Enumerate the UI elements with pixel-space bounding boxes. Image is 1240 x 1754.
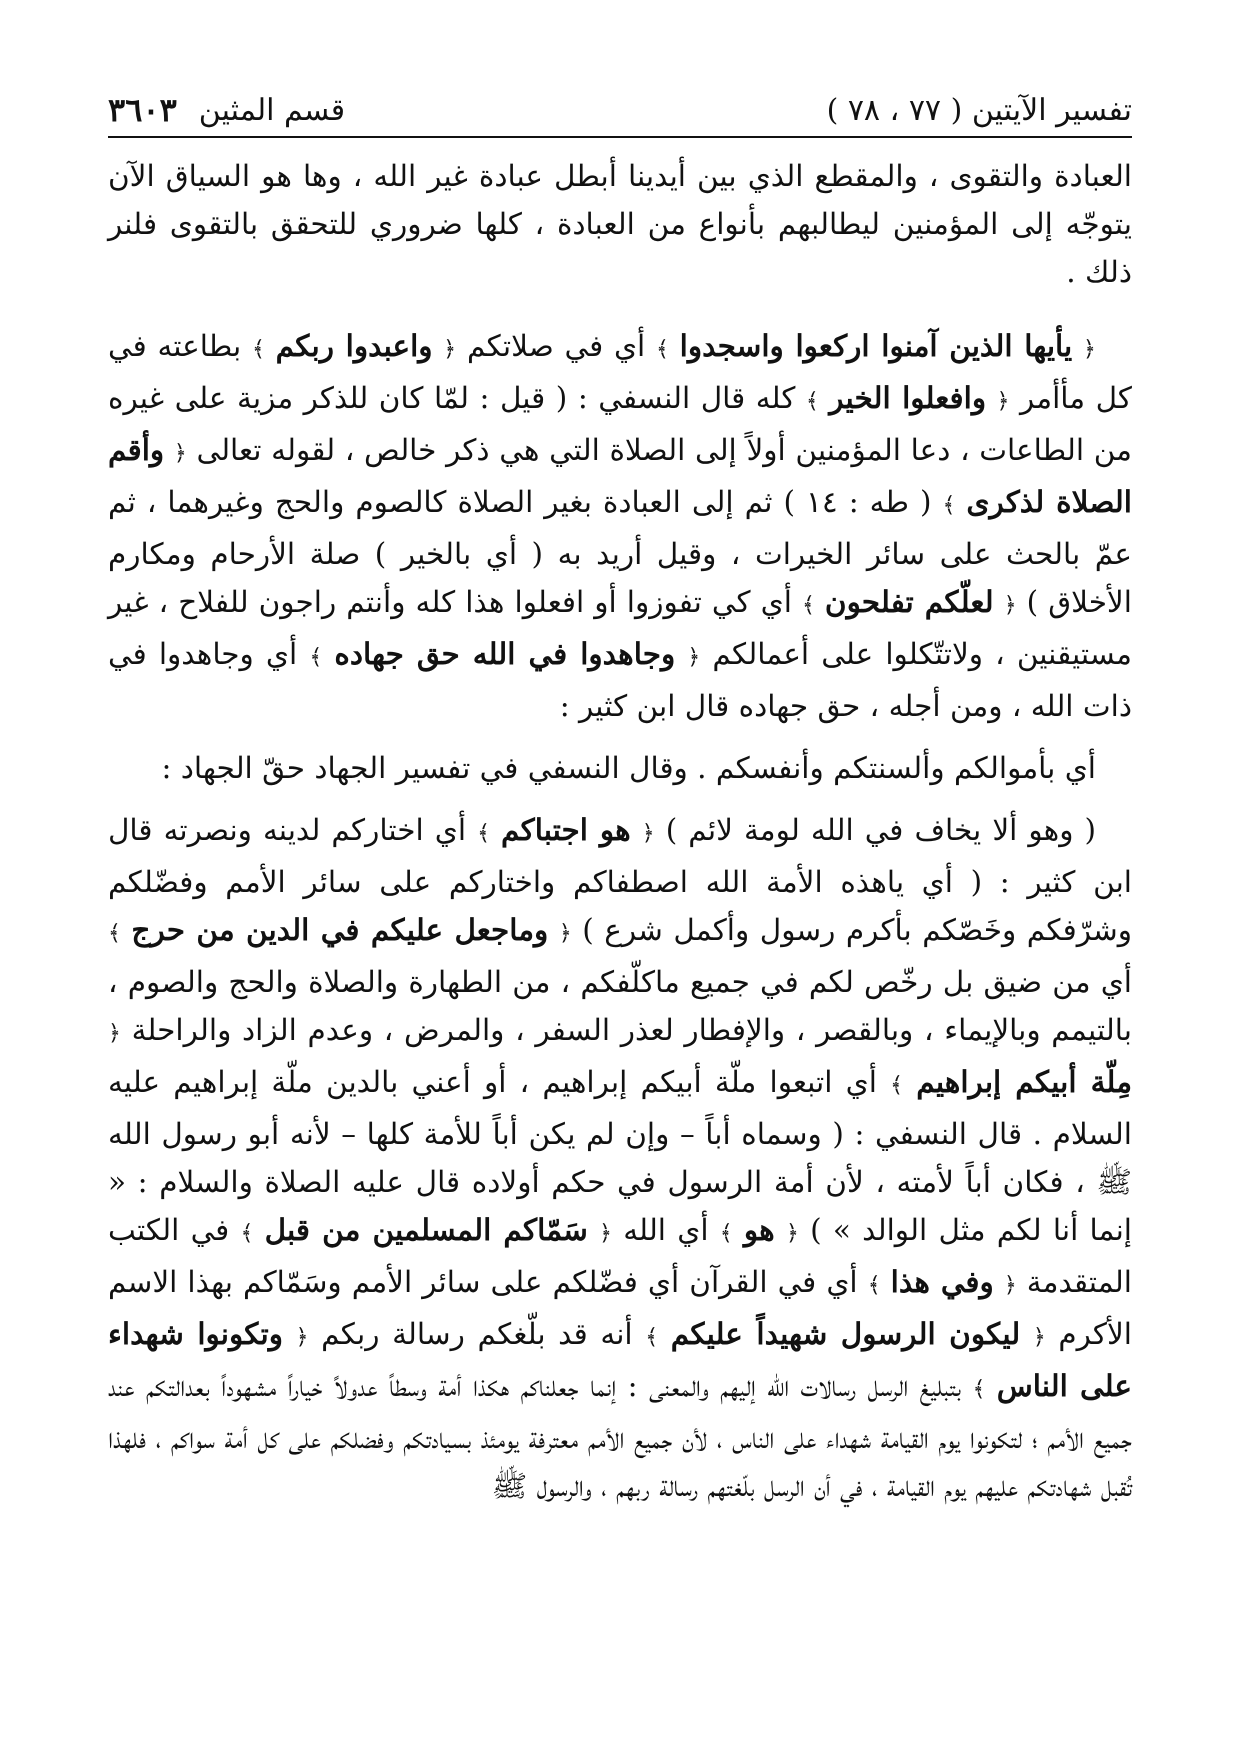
ornament-close: ﴾ <box>645 1325 659 1350</box>
quran-quote: ليكون الرسول شهيداً عليكم <box>670 1316 1021 1351</box>
commentary: كله قال النسفي : ( قيل : لمّا كان للذكر مزية على غيره من الطاعات ، دعا المؤمنين أولاً إلى الصلاة التي هي ذكر خالص ، لقوله تعالى <box>108 381 1132 467</box>
commentary: بطاعته في كل مأأمر <box>108 329 1132 415</box>
quran-quote: وافعلوا الخير <box>829 380 987 415</box>
ornament-close: ﴾ <box>801 593 815 618</box>
commentary: أي اتبعوا ملّة أبيكم إبراهيم ، أو أعني بالدين ملّة إبراهيم عليه السلام . قال النسفي : ( وسماه أباً – وإن لم يكن أباً للأمة كلها – لأنه أبو رسول الله ﷺ ، فكان أباً لأمته ، لأن أمة الرسول في حكم أولاده قال عليه الصلاة والسلام : « إنما أنا لكم مثل الوالد » ) <box>108 1065 1132 1247</box>
ornament-open: ﴿ <box>1003 1273 1017 1298</box>
quran-quote: مِلّة أبيكم إبراهيم <box>916 1064 1132 1099</box>
running-title: تفسير الآيتين ( ٧٧ ، ٧٨ ) <box>826 93 1132 128</box>
ornament-close: ﴾ <box>240 1221 254 1246</box>
ornament-close: ﴾ <box>251 337 265 362</box>
section-title: قسم المثين <box>198 93 346 128</box>
quran-quote: هو <box>743 1212 775 1247</box>
commentary: ( طه : ١٤ ) ثم إلى العبادة بغير الصلاة كالصوم والحج وغيرهما ، ثم عمّ بالحث على سائر الخيرات ، وقيل أريد به ( أي بالخير ) صلة الأرحام ومكارم الأخلاق ) <box>108 485 1132 619</box>
paragraph-4 <box>108 806 1132 1510</box>
ornament-open: ﴿ <box>687 645 701 670</box>
commentary: أي في القرآن أي فضّلكم على سائر الأمم وسَمّاكم بهذا الاسم الأكرم <box>108 1265 1132 1351</box>
ornament-open: ﴿ <box>1003 593 1017 618</box>
ornament-close: ﴾ <box>656 337 669 362</box>
ornament-close: ﴾ <box>108 921 121 946</box>
quran-quote: وماجعل عليكم في الدين من حرج <box>131 912 549 947</box>
commentary: أي اختاركم لدينه ونصرته قال ابن كثير : ( أي ياهذه الأمة الله اصطفاكم واختاركم على سائر الأمم وفضّلكم وشرّفكم وخَصّكم بأكرم رسول وأكمل شرع ) <box>108 813 1132 947</box>
paragraph-3: أي بأموالكم وألسنتكم وأنفسكم . وقال النسفي في تفسير الجهاد حقّ الجهاد : <box>161 751 1096 785</box>
ornament-open: ﴿ <box>173 441 187 466</box>
ornament-close: ﴾ <box>942 493 956 518</box>
quran-quote: هو اجتباكم <box>501 812 631 847</box>
ornament-close: ﴾ <box>477 821 490 846</box>
commentary: في الكتب المتقدمة <box>108 1213 1132 1299</box>
ornament-open: ﴿ <box>558 921 572 946</box>
ornament-close: ﴾ <box>309 645 323 670</box>
ornament-close: ﴾ <box>890 1073 904 1098</box>
quran-quote: يأيها الذين آمنوا اركعوا واسجدوا <box>679 328 1073 363</box>
commentary: أي من ضيق بل رخّص لكم في جميع ماكلّفكم ، من الطهارة والصلاة والحج والصوم ، بالتيمم وبالإيماء ، وبالقصر ، والإفطار لعذر السفر ، والمرض ، وعدم الزاد والراحلة <box>108 965 1132 1047</box>
ornament-open: ﴿ <box>1032 1325 1046 1350</box>
commentary: ( وهو ألا يخاف في الله لومة لائم ) <box>665 813 1096 847</box>
ornament-open: ﴿ <box>641 821 655 846</box>
paragraph-1: العبادة والتقوى ، والمقطع الذي بين أيدينا أبطل عبادة غير الله ، وها هو السياق الآن يتوجّه إلى المؤمنين ليطالبهم بأنواع من العبادة ، كلها ضروري للتحقق بالتقوى فلنر ذلك . <box>108 159 1132 289</box>
ornament-open: ﴿ <box>996 389 1010 414</box>
page-header <box>108 78 1132 129</box>
commentary: أي وجاهدوا في ذات الله ، ومن أجله ، حق جهاده قال ابن كثير : <box>108 637 1132 723</box>
commentary: أنه قد بلّغكم رسالة ربكم <box>321 1317 633 1351</box>
ornament-open: ﴿ <box>108 1021 121 1046</box>
ornament-open: ﴿ <box>443 337 457 362</box>
ornament-open: ﴿ <box>599 1221 612 1246</box>
quran-quote: لعلّكم تفلحون <box>824 584 994 619</box>
header-rule <box>108 136 1132 138</box>
ornament-close: ﴾ <box>972 1377 986 1402</box>
page-number: ٣٦٠٣ <box>108 91 177 129</box>
quran-quote: سَمّاكم المسلمين من قبل <box>264 1212 588 1247</box>
ornament-close: ﴾ <box>719 1221 733 1246</box>
page-body <box>108 152 1132 1510</box>
commentary: أي الله <box>623 1213 709 1247</box>
ornament-open: ﴿ <box>1083 337 1096 362</box>
ornament-close: ﴾ <box>805 389 819 414</box>
quran-quote: واعبدوا ربكم <box>275 328 433 363</box>
commentary: بتبليغ الرسل رسالات الله إليهم والمعنى : إنما جعلناكم هكذا أمة وسطاً عدولاً خياراً مشهوداً بعدالتكم عند جميع الأمم ؛ لتكونوا يوم القيامة شهداء على الناس ، لأن جميع الأمم معترفة يومئذ بسيادتكم وفضلكم على كل أمة سواكم ، فلهذا تُقبل شهادتكم عليهم يوم القيامة ، في أن الرسل بلّغتهم رسالة ربهم ، والرسول ﷺ <box>108 1369 1132 1503</box>
ornament-open: ﴿ <box>295 1325 309 1350</box>
quran-quote: وتكونوا شهداء على الناس <box>108 1316 1133 1403</box>
commentary: أي في صلاتكم <box>466 329 646 363</box>
paragraph-2 <box>108 322 1132 730</box>
commentary: أي كي تفوزوا أو افعلوا هذا كله وأنتم راجون للفلاح ، غير مستيقنين ، ولاتتّكلوا على أعمالكم <box>108 585 1132 671</box>
quran-quote: وجاهدوا في الله حق جهاده <box>334 636 676 671</box>
quran-quote: وفي هذا <box>890 1264 994 1299</box>
header-left-group <box>108 91 346 129</box>
ornament-open: ﴿ <box>785 1221 799 1246</box>
quran-quote: وأقم الصلاة لذكرى <box>108 432 1132 519</box>
ornament-close: ﴾ <box>867 1273 881 1298</box>
